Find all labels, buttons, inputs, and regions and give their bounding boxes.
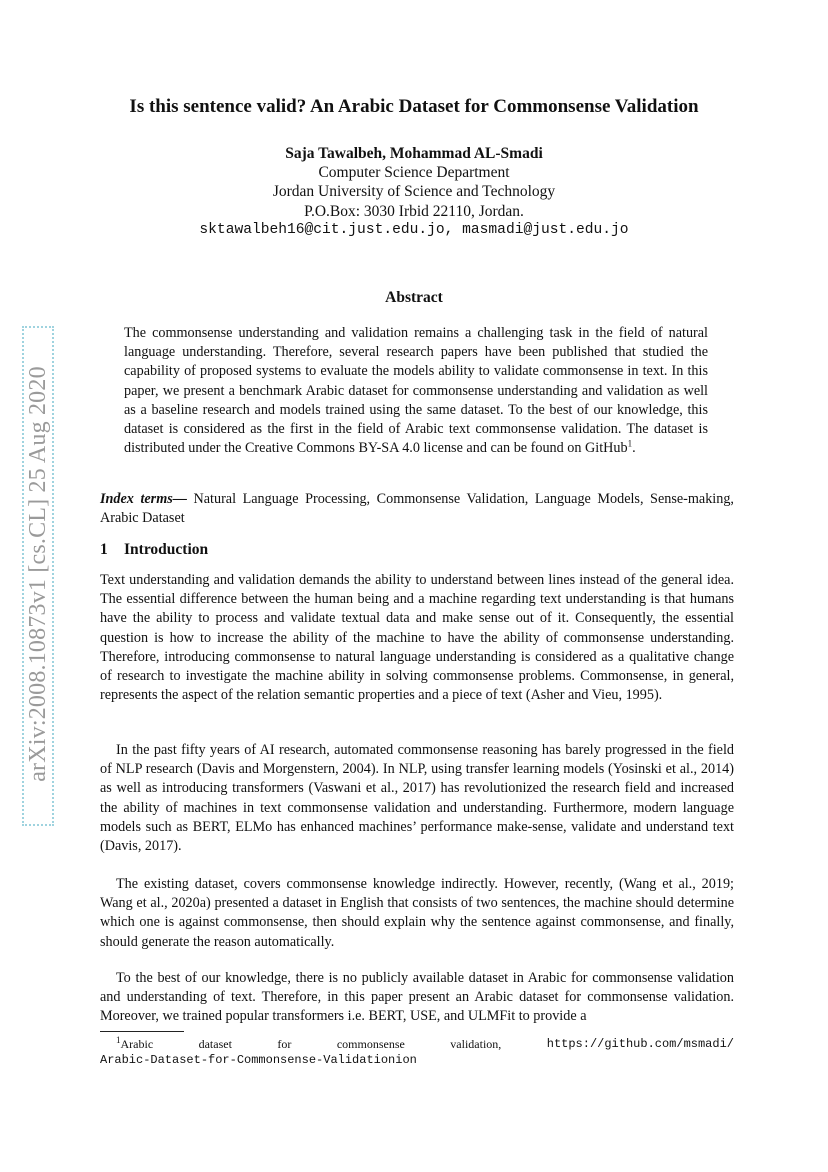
paragraph-4: To the best of our knowledge, there is no publicly available dataset in Arabic for commonsense validation and understanding of text. Therefore, in this paper present an Arabic dataset for commonsense validation. Moreover, we trained popular transformers i.e. BERT, USE, and ULMFit to provide a <box>100 970 734 1025</box>
authors: Saja Tawalbeh, Mohammad AL-Smadi <box>285 145 543 162</box>
footnote-ref[interactable]: 1 <box>627 438 633 449</box>
footnote-word-5: validation, <box>450 1037 502 1051</box>
index-terms <box>100 490 734 528</box>
section-number: 1 <box>100 541 108 558</box>
address: P.O.Box: 3030 Irbid 22110, Jordan. <box>304 203 524 220</box>
university: Jordan University of Science and Technology <box>272 183 556 200</box>
department: Computer Science Department <box>318 164 510 181</box>
footnote-url-part-1[interactable]: https://github.com/msmadi/ <box>546 1037 734 1051</box>
abstract-body <box>124 324 708 458</box>
index-terms-label: Index terms— <box>100 491 187 507</box>
abstract-end: . <box>632 440 636 457</box>
abstract-heading: Abstract <box>385 289 443 306</box>
footnote-line-1 <box>100 1036 734 1052</box>
paper-title: Is this sentence valid? An Arabic Dataset for Commonsense Validation <box>129 96 699 117</box>
section-title: Introduction <box>124 541 209 558</box>
paragraph-2: In the past fifty years of AI research, automated commonsense reasoning has barely progressed in the field of NLP research (Davis and Morgenstern, 2004). In NLP, using transfer learning models (Yosinski et al., 2014) as well as introducing transformers (Vaswani et al., 2017) has revolutionized the research field and increased the ability of machines in text commonsense validation and understanding. Furthermore, modern language models such as BERT, ELMo has enhanced machines’ performance make-sense, validate and understand text (Davis, 2017). <box>100 742 734 855</box>
footnote-word-3: for <box>277 1037 292 1051</box>
section-heading <box>100 541 208 559</box>
arxiv-stamp-text[interactable]: arXiv:2008.10873v1 [cs.CL] 25 Aug 2020 <box>25 366 51 782</box>
footnote-url-part-2[interactable]: Arabic-Dataset-for-Commonsense-Validationion <box>100 1053 417 1067</box>
footnote-word-1: $^1$Arabic <box>116 1035 154 1051</box>
index-terms-text: Natural Language Processing, Commonsense Validation, Language Models, Sense-making, Arabic Dataset <box>100 491 734 527</box>
footnote <box>100 1036 734 1068</box>
paragraph-1: Text understanding and validation demands the ability to understand between lines instead of the general idea. The essential difference between the human being and a machine regarding text understanding is that humans have the ability to process and validate textual data and make sense out of it. Consequently, the essential question is how to increase the ability of the machine to have the ability of commonsense understanding. Therefore, introducing commonsense to natural language understanding is considered as a qualitative change of research to investigate the machine ability in solving commonsense problems. Commonsense, in general, represents the aspect of the relation semantic properties and a piece of text (Asher and Vieu, 1995). <box>100 572 734 704</box>
author-emails[interactable]: sktawalbeh16@cit.just.edu.jo, masmadi@just.edu.jo <box>199 222 629 238</box>
footnote-rule <box>100 1031 184 1032</box>
paragraph-3: The existing dataset, covers commonsense knowledge indirectly. However, recently, (Wang et al., 2019; Wang et al., 2020a) presented a dataset in English that consists of two sentences, the machine should determine which one is against commonsense, then should explain why the sentence against commonsense, and finally, should generate the reason automatically. <box>100 876 734 950</box>
footnote-word-4: commonsense <box>336 1037 405 1051</box>
arxiv-stamp[interactable] <box>22 326 54 826</box>
abstract-text: The commonsense understanding and validation remains a challenging task in the field of natural language understanding. Therefore, several research papers have been published that studied the capability of proposed systems to evaluate the models ability to validate commonsense in text. In this paper, we present a benchmark Arabic dataset for commonsense understanding and validation as well as a baseline research and models trained using the same dataset. To the best of our knowledge, this dataset is considered as the first in the field of Arabic text commonsense validation. The dataset is distributed under the Creative Commons BY-SA 4.0 license and can be found on GitHub <box>124 325 708 457</box>
footnote-mark: 1 <box>116 1035 121 1045</box>
footnote-word-2: dataset <box>198 1037 232 1051</box>
